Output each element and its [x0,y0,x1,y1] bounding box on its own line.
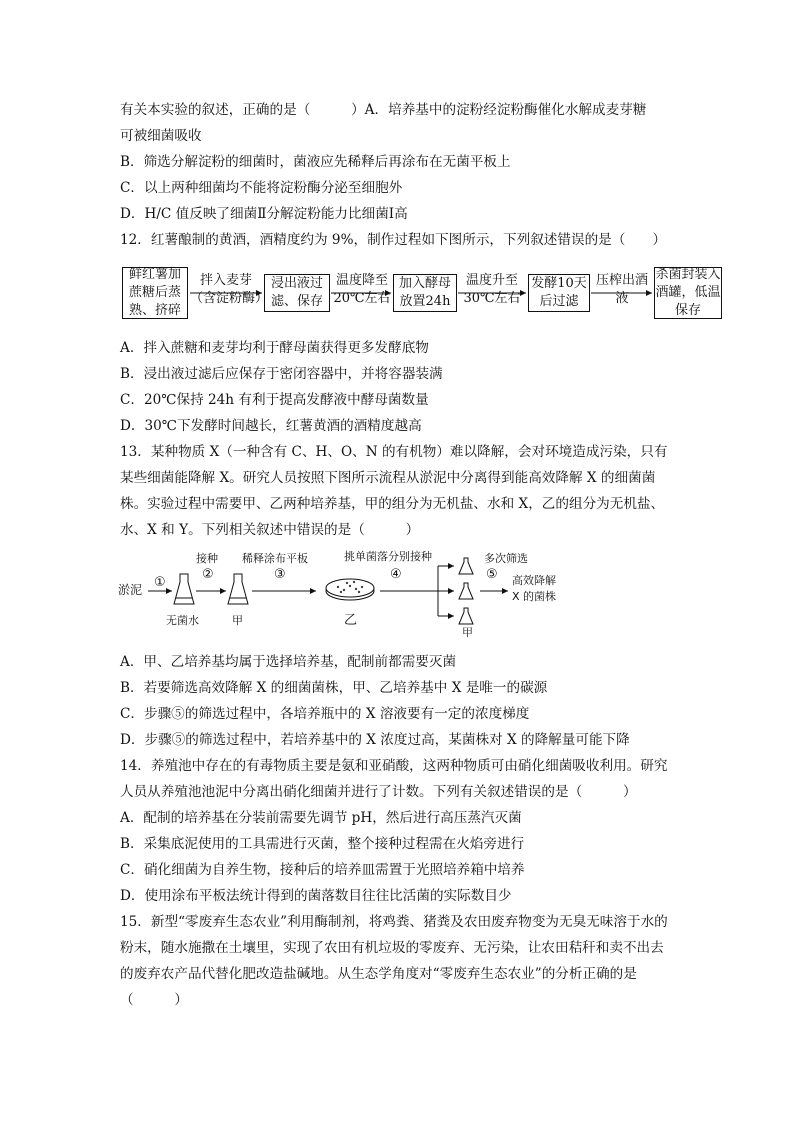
step-2-label: 接种 [196,552,218,565]
result-label: 高效降解 [512,574,556,587]
flow-box-label: 鲜红薯加蔗糖后蒸熟、挤碎 [128,267,181,318]
flow-box-label: 杀菌封装入酒罐，低温保存 [655,267,721,318]
flow-box-label: 浸出液过滤、保存 [270,276,323,309]
option-b: B．若要筛选高效降解 X 的细菌菌株，甲、乙培养基中 X 是唯一的碳源 [120,680,548,696]
option-c: C．硝化细菌为自养生物，接种后的培养皿需置于光照培养箱中培养 [120,862,525,878]
question-13-text: 株。实验过程中需要甲、乙两种培养基，甲的组分为无机盐、水和 X，乙的组分为无机盐、 [120,496,665,512]
question-15: 15．新型“零废弃生态农业”利用酶制剂，将鸡粪、猪粪及农田废弃物变为无臭无味溶于水的 [120,914,668,930]
option-d: D．30℃下发酵时间越长，红薯黄酒的酒精度越高 [120,418,422,434]
step-4-label: 挑单菌落分别接种 [344,550,432,563]
step-5-label: 多次筛选 [484,552,528,565]
start-label: 淤泥 [118,583,143,597]
question-14: 14．养殖池中存在的有毒物质主要是氨和亚硝酸，这两种物质可由硝化细菌吸收利用。研究 [120,758,668,774]
option-c: C．步骤⑤的筛选过程中，各培养瓶中的 X 溶液要有一定的浓度梯度 [120,706,530,722]
option-d: D．步骤⑤的筛选过程中，若培养基中的 X 浓度过高，某菌株对 X 的降解量可能下降 [120,732,630,748]
option-a: A．配制的培养基在分装前需要先调节 pH，然后进行高压蒸汽灭菌 [120,810,522,826]
flow-box-label: 加入酵母放置24h [398,276,451,309]
plate-label-yi: 乙 [344,613,358,628]
flow-arrow-label: 温度降至20℃左右 [333,273,391,306]
flow-arrow-label: 拌入麦芽（含淀粉酶） [190,273,269,306]
option-b: B．采集底泥使用的工具需进行灭菌，整个接种过程需在火焰旁进行 [120,836,525,852]
question-15-text: 粉末，随水施撒在土壤里，实现了农田有机垃圾的零废弃、无污染，让农田秸秆和卖不出去 [120,940,664,956]
text-line: 有关本实验的叙述，正确的是（ ）A．培养基中的淀粉经淀粉酶催化水解成麦芽糖 [120,102,647,118]
option-c: C．20℃保持 24h 有利于提高发酵液中酵母菌数量 [120,392,429,408]
question-12: 12．红薯酿制的黄酒，酒精度约为 9%，制作过程如下图所示，下列叙述错误的是（ ） [120,232,667,248]
flask-label-jia: 甲 [232,614,243,627]
step-2-marker: ② [202,567,214,582]
step-5-marker: ⑤ [486,567,498,582]
question-13-text: 某些细菌能降解 X。研究人员按照下图所示流程从淤泥中分离得到能高效降解 X 的细菌菌 [120,470,656,486]
option-b: B．筛选分解淀粉的细菌时，菌液应先稀释后再涂布在无菌平板上 [120,154,511,170]
flask-label-jia: 甲 [462,626,473,639]
flow-arrows [0,0,794,340]
question-13: 13．某种物质 X（一种含有 C、H、O、N 的有机物）难以降解，会对环境造成污染，只有 [120,444,668,460]
flow-arrow-label: 压榨出酒液 [595,273,648,306]
option-a: A．甲、乙培养基均属于选择培养基，配制前都需要灭菌 [120,654,457,670]
step-4-marker: ④ [390,567,402,582]
question-14-text: 人员从养殖池池泥中分离出硝化细菌并进行了计数。下列有关叙述错误的是（ ） [120,784,637,800]
step-1-marker: ① [154,575,166,590]
flow-arrow-label: 温度升至30℃左右 [463,273,521,306]
answer-blank: （ ） [120,992,188,1008]
option-a: A．拌入蔗糖和麦芽均利于酵母菌获得更多发酵底物 [120,340,429,356]
flow-box-label: 发酵10天后过滤 [531,276,587,309]
question-13-text: 水、X 和 Y。下列相关叙述中错误的是（ ） [120,522,420,538]
option-b: B．浸出液过滤后应保存于密闭容器中，并将容器装满 [120,366,443,382]
question-15-text: 的废弃农产品代替化肥改造盐碱地。从生态学角度对“零废弃生态农业”的分析正确的是 [120,966,637,982]
result-label: X 的菌株 [512,590,557,603]
isolation-flow-diagram [118,546,618,642]
option-d: D．H/C 值反映了细菌Ⅱ分解淀粉能力比细菌Ⅰ高 [120,206,408,222]
flask-label-sterile-water: 无菌水 [166,614,199,627]
option-c: C．以上两种细菌均不能将淀粉酶分泌至细胞外 [120,180,403,196]
text-line: 可被细菌吸收 [120,128,202,144]
step-3-marker: ③ [274,567,286,582]
step-3-label: 稀释涂布平板 [242,552,308,565]
option-d: D．使用涂布平板法统计得到的菌落数目往往比活菌的实际数目少 [120,888,512,904]
